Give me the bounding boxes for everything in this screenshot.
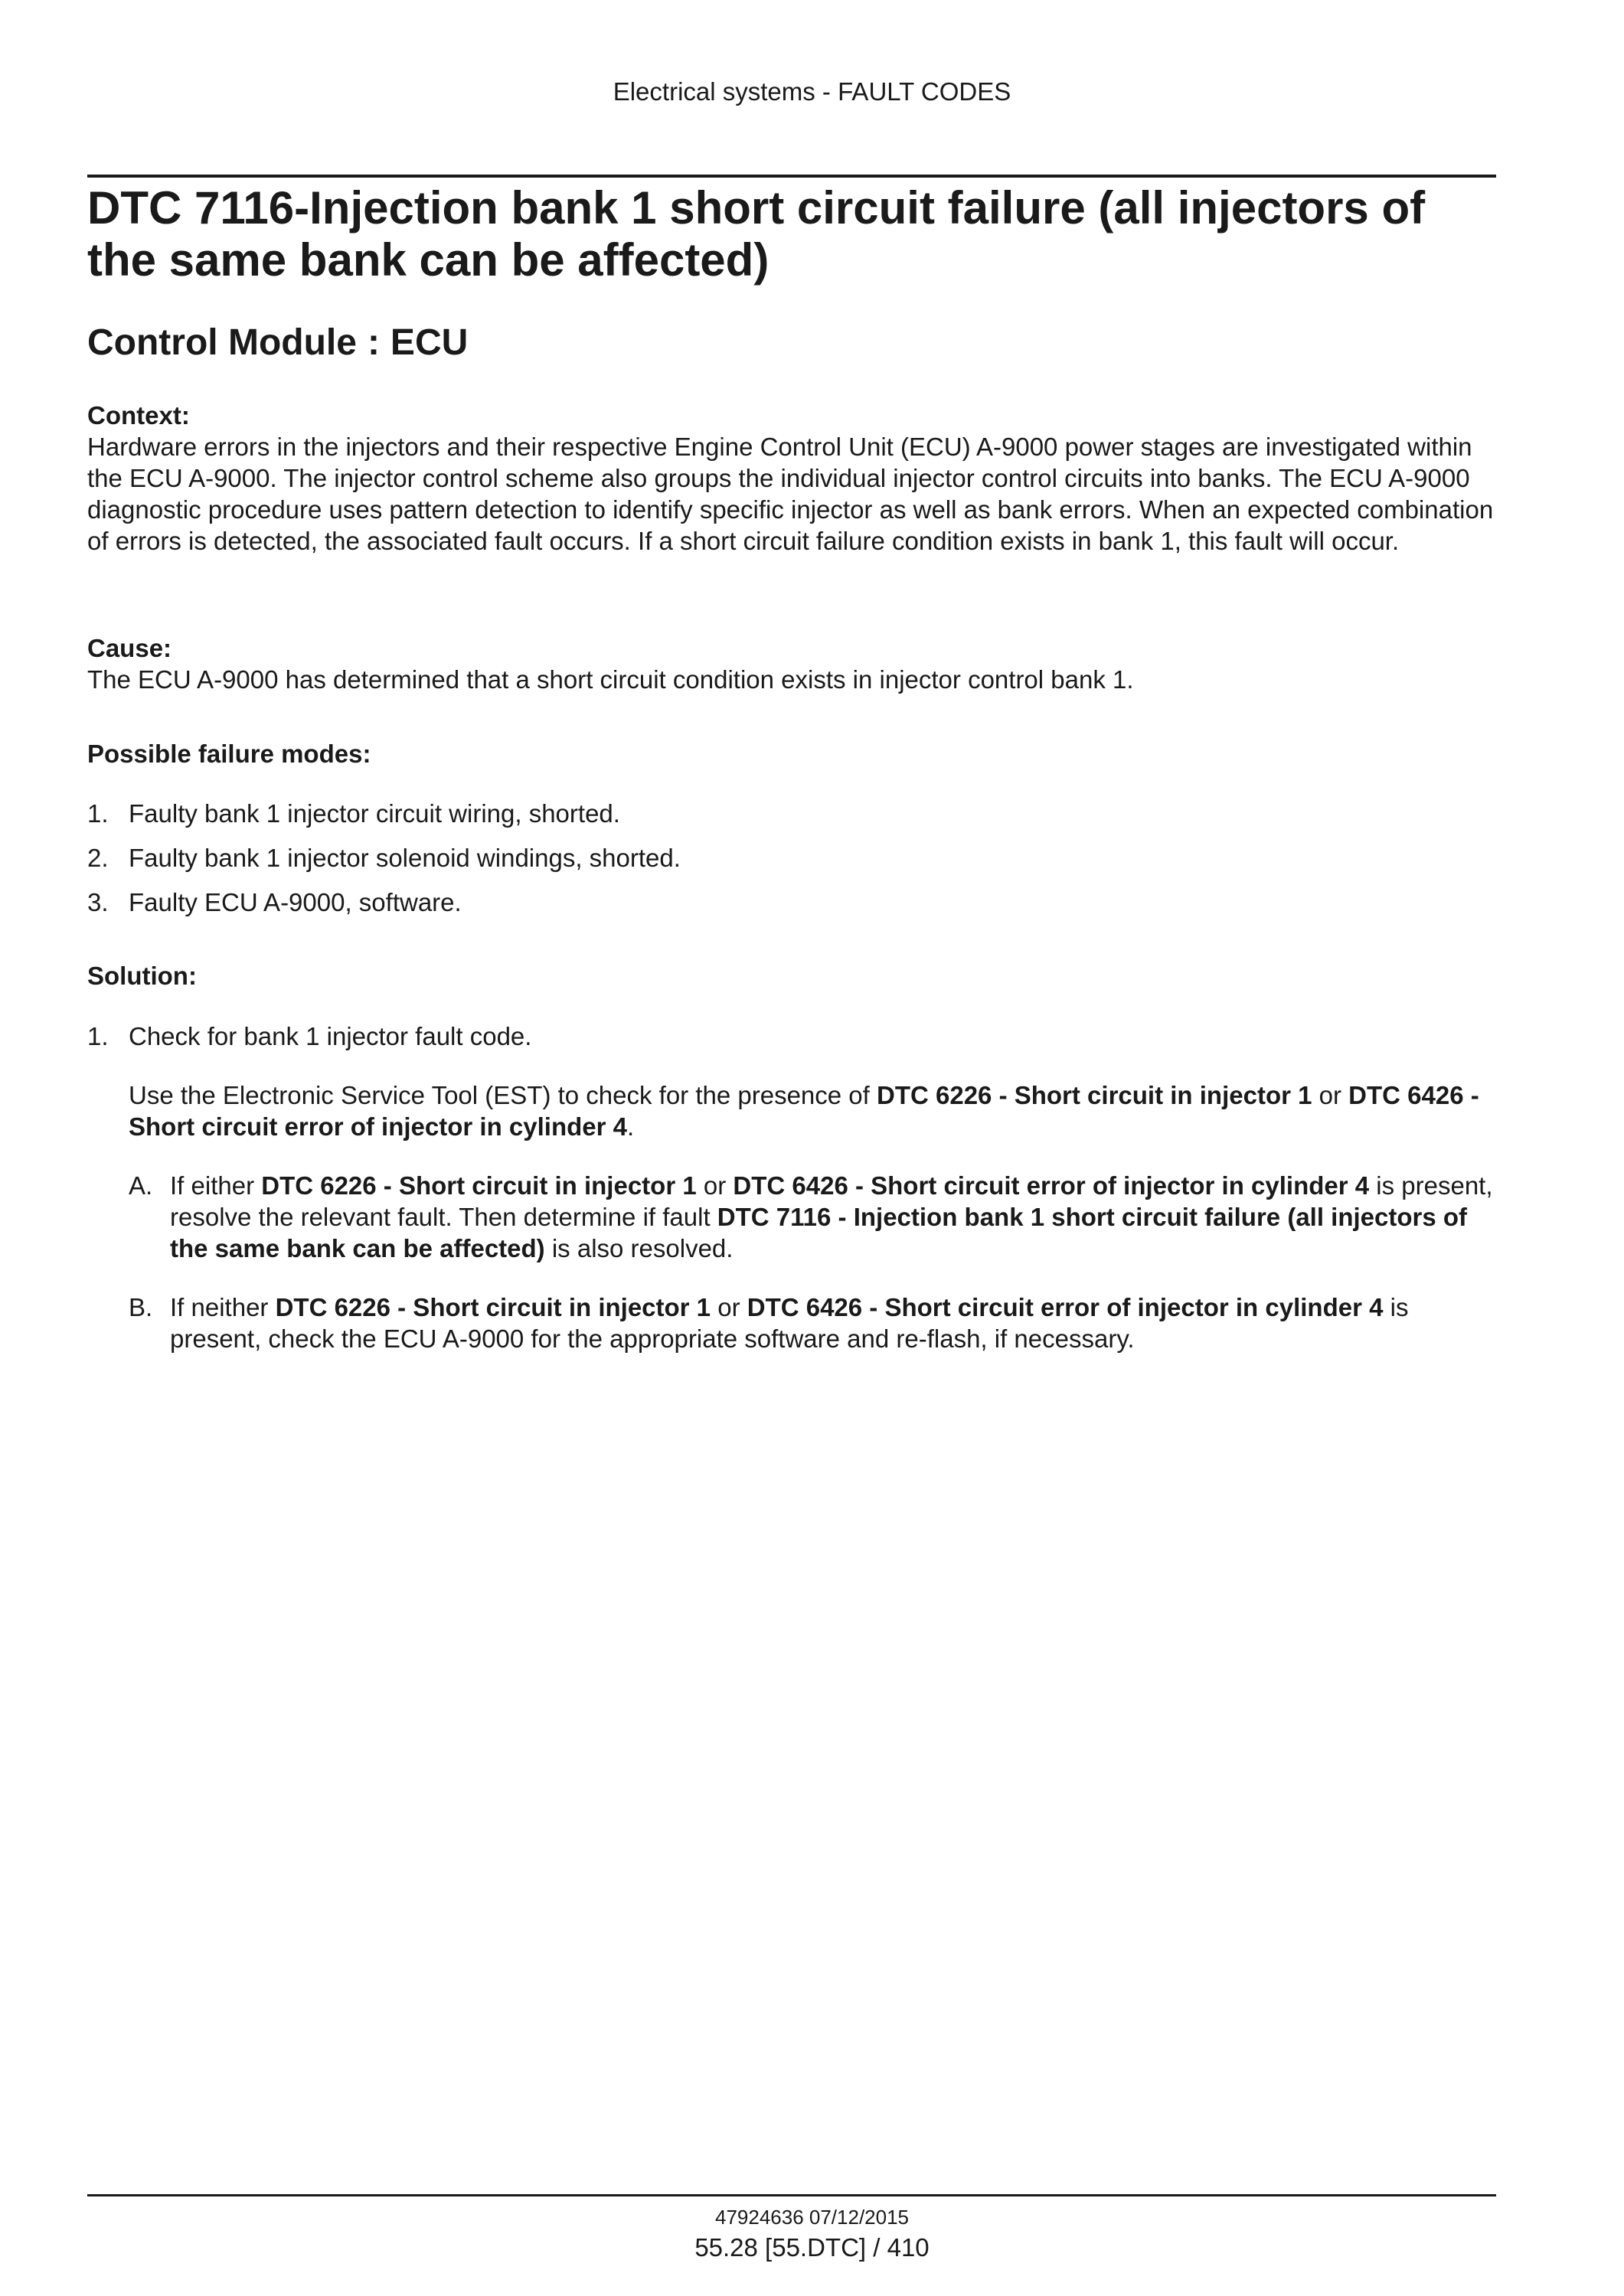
dtc-reference: DTC 6226 - Short circuit in injector 1 <box>877 1081 1312 1109</box>
failure-modes-label: Possible failure modes: <box>87 740 371 768</box>
dtc-reference: DTC 6426 - Short circuit error of injector in cylinder 4 <box>747 1293 1384 1321</box>
footer-page-number: 55.28 [55.DTC] / 410 <box>694 2233 930 2262</box>
solution-instruction: Use the Electronic Service Tool (EST) to check for the presence of DTC 6226 - Short circuit in injector 1 or DTC 6426 - Short circuit error of injector in cylinder 4. <box>129 1081 1479 1141</box>
list-item-number: 2. <box>87 844 109 872</box>
dtc-reference: DTC 6226 - Short circuit in injector 1 <box>275 1293 711 1321</box>
solution-label: Solution: <box>87 962 197 990</box>
running-header: Electrical systems - FAULT CODES <box>613 77 1011 106</box>
list-item-text: Faulty bank 1 injector solenoid windings, shorted. <box>129 844 681 872</box>
dtc-reference: DTC 6426 - Short circuit error of injector in cylinder 4 <box>129 1081 1479 1141</box>
sub-step-letter: A. <box>129 1171 153 1200</box>
dtc-reference: DTC 6226 - Short circuit in injector 1 <box>261 1171 697 1200</box>
context-text: Hardware errors in the injectors and their respective Engine Control Unit (ECU) A-9000 power stages are investigated within the ECU A-9000. The injector control scheme also groups the individual injector control circuits into banks. The ECU A-9000 diagnostic procedure uses pattern detection to identify specific injector as well as bank errors. When an expected combination of errors is detected, the associated fault occurs. If a short circuit failure condition exists in bank 1, this fault will occur. <box>87 433 1494 555</box>
list-item-number: 3. <box>87 888 109 916</box>
dtc-title: DTC 7116-Injection bank 1 short circuit failure (all injectors of the same bank can be affected) <box>87 182 1426 286</box>
dtc-reference: DTC 7116 - Injection bank 1 short circuit failure (all injectors of the same bank can be affected) <box>170 1203 1468 1262</box>
cause-text: The ECU A-9000 has determined that a short circuit condition exists in injector control bank 1. <box>87 665 1134 694</box>
list-item-text: Faulty bank 1 injector circuit wiring, shorted. <box>129 799 620 828</box>
control-module-label: Control Module <box>87 322 357 363</box>
cause-label: Cause: <box>87 634 172 662</box>
control-module-value: ECU <box>390 322 469 363</box>
footer-doc-reference: 47924636 07/12/2015 <box>714 2206 910 2229</box>
solution-step-number: 1. <box>87 1022 109 1050</box>
context-label: Context: <box>87 401 190 429</box>
control-module-heading <box>87 320 468 366</box>
list-item-number: 1. <box>87 799 109 828</box>
title-rule <box>87 175 1496 178</box>
sub-step-letter: B. <box>129 1293 153 1321</box>
footer-rule <box>87 2194 1496 2196</box>
cause-section <box>87 632 1496 695</box>
solution-step-text: Check for bank 1 injector fault code. <box>129 1022 532 1050</box>
dtc-reference: DTC 6426 - Short circuit error of injector in cylinder 4 <box>733 1171 1370 1200</box>
context-section <box>87 400 1496 557</box>
control-module-separator: : <box>367 322 380 363</box>
list-item-text: Faulty ECU A-9000, software. <box>129 888 462 916</box>
